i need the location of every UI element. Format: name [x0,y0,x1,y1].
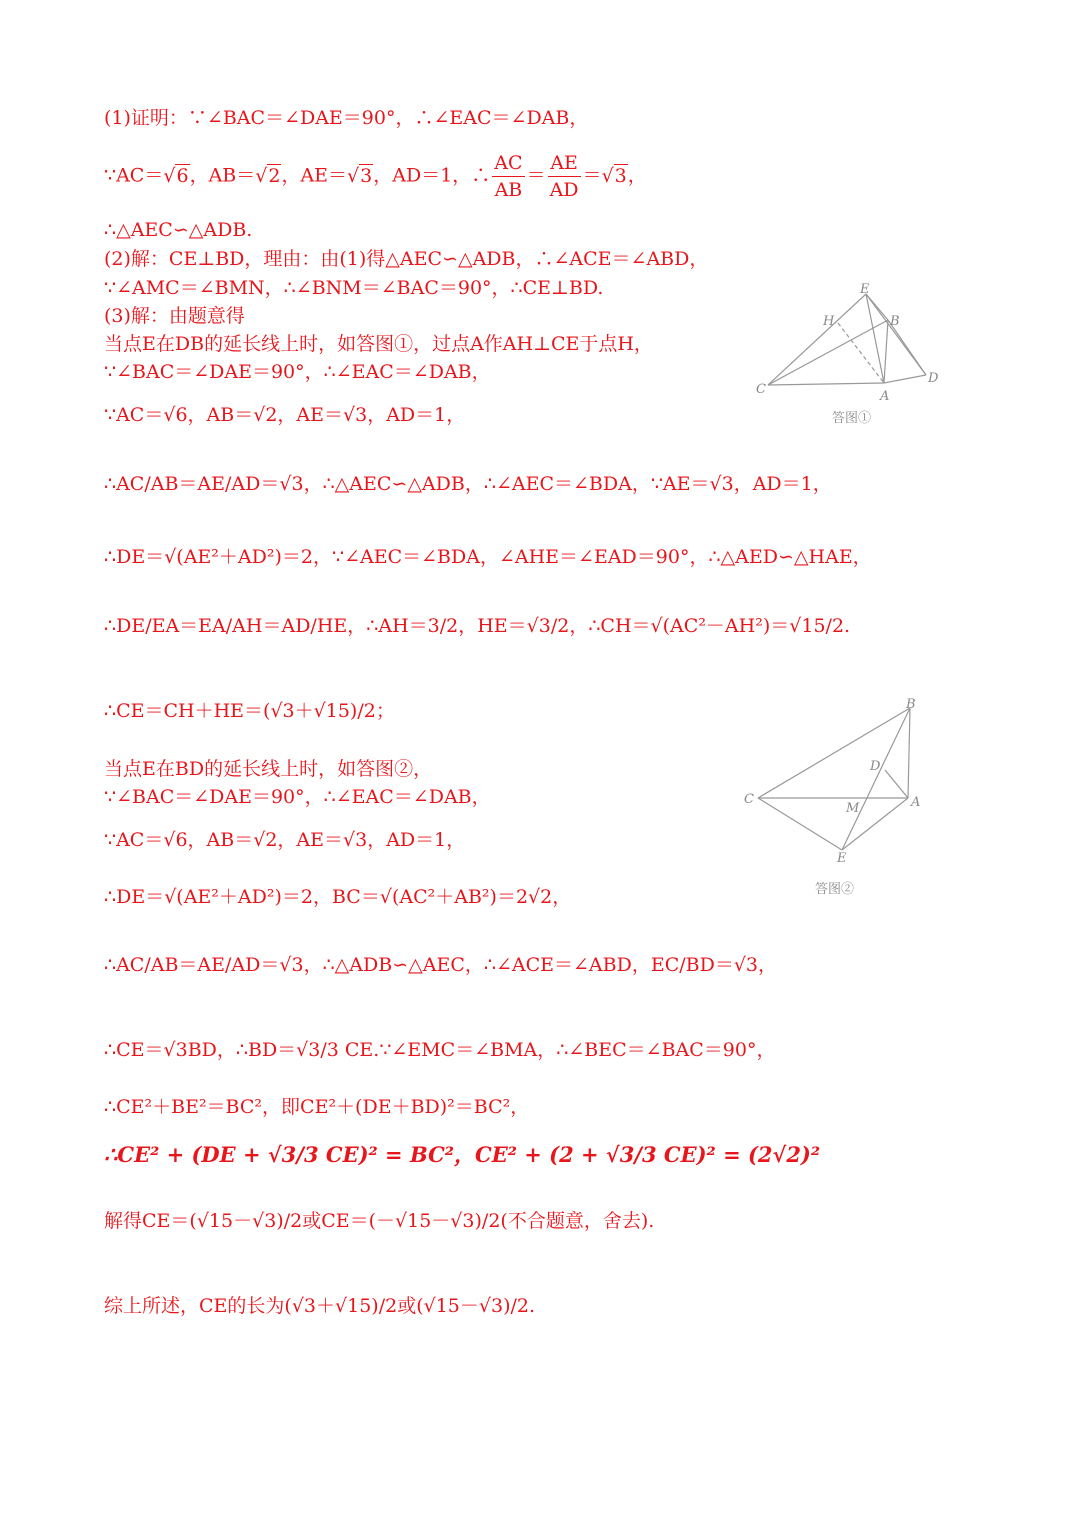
figure-1-lines [768,294,926,385]
fraction [492,150,524,203]
label-E: E [860,282,870,297]
text-line-6: (3)解：由题意得 [104,305,245,327]
label-C: C [744,792,754,807]
text-line-10: ∴AC/AB＝AE/AD＝√3，∴△AEC∽△ADB，∴∠AEC＝∠BDA，∵AE＝√3，AD＝1， [104,473,832,495]
text-line-5: ∵∠AMC＝∠BMN，∴∠BNM＝∠BAC＝90°，∴CE⊥BD. [104,277,604,299]
rad-val: 2 [268,164,281,187]
text-line-14: 当点E在BD的延长线上时，如答图②， [104,758,433,780]
text-line-9: ∵AC＝√6，AB＝√2，AE＝√3，AD＝1， [104,404,466,426]
label-D: D [928,371,939,386]
text-line-18: ∴AC/AB＝AE/AD＝√3，∴△ADB∽△AEC，∴∠ACE＝∠ABD，EC/BD＝√3， [104,954,778,976]
label-A: A [911,795,921,810]
text-line-7: 当点E在DB的延长线上时，如答图①，过点A作AH⊥CE于点H， [104,333,653,355]
seg: ，AD＝1，∴ [373,164,491,187]
label-C: C [756,382,766,397]
text-line-21: ∴CE² + (DE + √3/3 CE)² = BC²，CE² + (2 + √3/3 CE)² = (2√2)² [104,1142,821,1167]
text-line-2: ∵AC＝√6，AB＝√2，AE＝√3，AD＝1，∴ $\frac{AC}{AB}$ ＝ $\frac{AE}{AD}$ ＝√3， [104,152,647,201]
text-line-4: (2)解：CE⊥BD，理由：由(1)得△AEC∽△ADB，∴∠ACE＝∠ABD， [104,248,709,270]
num: AC [492,150,524,177]
sqrt: √3 [347,164,373,187]
label-D: D [870,759,881,774]
label-M: M [846,801,860,816]
sqrt: √6 [163,164,189,187]
text-line-17: ∴DE＝√(AE²＋AD²)＝2，BC＝√(AC²＋AB²)＝2√2， [104,886,572,908]
label-E: E [837,851,847,866]
text-line-1: (1)证明：∵∠BAC＝∠DAE＝90°，∴∠EAC＝∠DAB， [104,107,589,129]
figure-2-lines [758,708,910,850]
text-line-8: ∵∠BAC＝∠DAE＝90°，∴∠EAC＝∠DAB， [104,361,491,383]
text-line-23: 综上所述，CE的长为(√3＋√15)/2或(√15－√3)/2. [104,1295,536,1317]
figure-2 [740,690,940,900]
rad-val: 6 [176,164,189,187]
text-line-15: ∵∠BAC＝∠DAE＝90°，∴∠EAC＝∠DAB， [104,786,491,808]
label-B: B [890,314,900,329]
text-line-20: ∴CE²＋BE²＝BC²，即CE²＋(DE＋BD)²＝BC²， [104,1096,530,1118]
sqrt: √2 [255,164,281,187]
den: AB [494,179,523,201]
text-line-3: ∴△AEC∽△ADB. [104,219,253,241]
text-line-19: ∴CE＝√3BD，∴BD＝√3/3 CE.∵∠EMC＝∠BMA，∴∠BEC＝∠BAC＝90°， [104,1039,776,1061]
seg: ，AB＝ [189,164,256,187]
text-line-13: ∴CE＝CH＋HE＝(√3＋√15)/2； [104,700,395,722]
text-line-11: ∴DE＝√(AE²＋AD²)＝2，∵∠AEC＝∠BDA，∠AHE＝∠EAD＝90°，∴△AED∽△HAE， [104,546,872,568]
figure-1 [750,280,950,430]
label-A: A [880,389,890,404]
text-line-16: ∵AC＝√6，AB＝√2，AE＝√3，AD＝1， [104,829,466,851]
fraction [548,150,581,203]
sqrt: √3 [601,164,627,187]
rad-val: 3 [360,164,373,187]
label-B: B [906,697,916,712]
den: AD [549,179,579,201]
seg: ∵AC＝ [104,164,164,187]
rad-val: 3 [614,164,627,187]
figure-2-caption: 答图② [815,882,855,897]
text-line-12: ∴DE/EA＝EA/AH＝AD/HE，∴AH＝3/2，HE＝√3/2，∴CH＝√(AC²－AH²)＝√15/2. [104,615,851,637]
seg: ， [627,164,647,187]
label-H: H [823,314,835,329]
seg: ，AE＝ [281,164,348,187]
figure-1-caption: 答图① [832,411,872,426]
num: AE [548,150,581,177]
text-line-22: 解得CE＝(√15－√3)/2或CE＝(－√15－√3)/2(不合题意，舍去). [104,1210,655,1232]
